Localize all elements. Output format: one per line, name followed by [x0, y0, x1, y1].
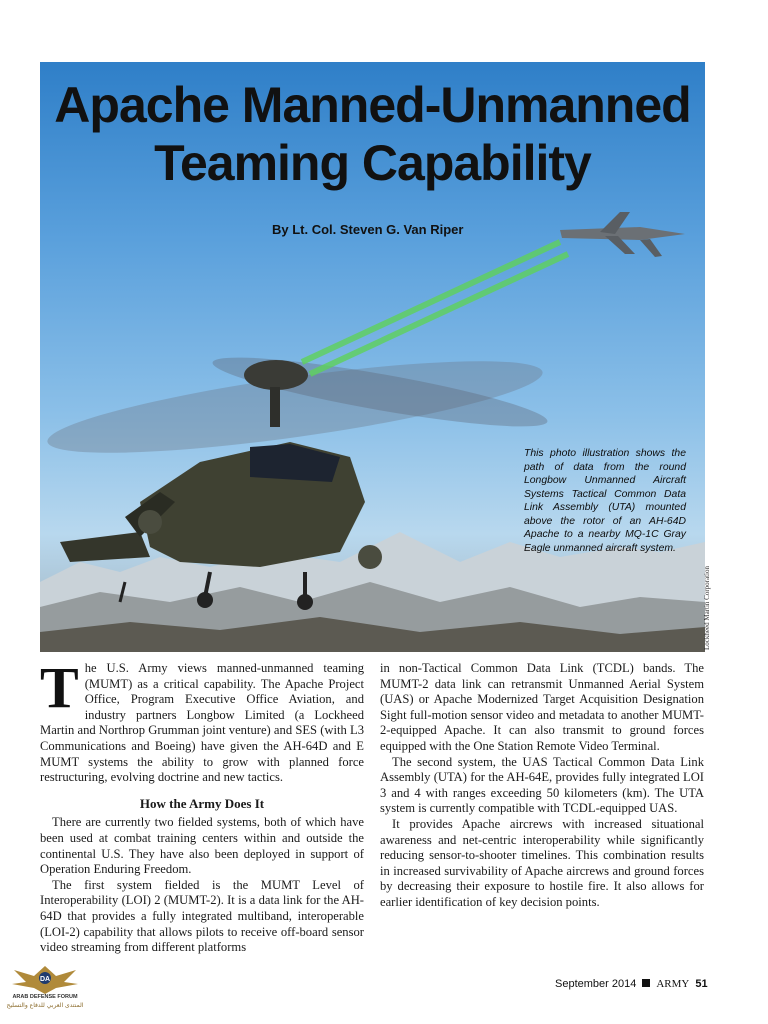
square-bullet-icon — [642, 979, 650, 987]
watermark-name: ARAB DEFENSE FORUM — [12, 994, 78, 1000]
title-line-1: Apache Manned-Unmanned — [54, 77, 691, 133]
intro-text: he U.S. Army views manned-unmanned teaming (MUMT) as a critical capability. The Apache Project Office, Program Executive Office Aviation, and industry partners Longbow Limited (a Lockheed Martin and Northrop Grumman joint venture) and SES (with L3 Communications and Boeing) have given the AH-64D and E MUMT systems the ability to grow with planned force restructuring, evolving doctrine and new tactics. — [40, 661, 364, 785]
drop-cap: T — [40, 655, 79, 720]
section-heading: How the Army Does It — [139, 795, 265, 811]
hero-photo — [40, 62, 705, 652]
intro-paragraph — [40, 655, 364, 786]
magazine-name: ARMY — [656, 978, 690, 990]
paragraph-2: The first system fielded is the MUMT Level of Interoperability (LOI) 2 (MUMT-2). It is a data link for the AH-64D that provides a fully integrated multiband, interoperable (LOI-2) capability that allows pilots to receive off-board sensor video streaming from different platforms — [40, 877, 364, 955]
logo-mark: DA — [39, 976, 51, 983]
byline: By Lt. Col. Steven G. Van Riper — [272, 222, 464, 237]
eagle-emblem-icon — [4, 960, 86, 996]
paragraph-1: There are currently two fielded systems, both of which have been used at combat training centers within and outside the continental U.S. They have also been deployed in support of Operation Enduring Freedom. — [40, 815, 364, 877]
page-number: 51 — [695, 978, 708, 990]
watermark-arabic: المنتدى العربي للدفاع والتسليح — [6, 1002, 84, 1009]
gray-eagle-uav — [560, 212, 685, 257]
body-column-left — [40, 655, 364, 956]
paragraph-5: It provides Apache aircrews with increased situational awareness and net-centric interoperability while significantly reducing sensor-to-shooter timelines. This combination results in increased survivability of Apache aircrews and ground forces by decreasing their exposure to hostile fire. It also allows for earlier identification of key decision points. — [380, 816, 704, 909]
issue-date: September 2014 — [555, 978, 637, 990]
page-footer — [555, 978, 708, 990]
title-line-2: Teaming Capability — [154, 135, 591, 191]
article-title — [40, 76, 705, 192]
photo-caption: This photo illustration shows the path of data from the round Longbow Unmanned Aircraft Systems Tactical Common Data Link Assembly (UTA) mounted above the rotor of an AH-64D Apache to a nearby MQ-1C Gray Eagle unmanned aircraft system. — [524, 448, 686, 554]
photo-credit-text: Lockheed Martin Corporation — [703, 566, 711, 650]
body-column-right — [380, 661, 704, 911]
paragraph-4: The second system, the UAS Tactical Common Data Link Assembly (UTA) for the AH-64E, provides fully integrated LOI 3 and 4 with ranges exceeding 50 kilometers (km). The UTA system is currently compatible with TCDL-equipped UAS. — [380, 754, 704, 816]
photo-credit — [703, 550, 717, 650]
forum-watermark-logo — [4, 960, 86, 1022]
paragraph-3: in non-Tactical Common Data Link (TCDL) bands. The MUMT-2 data link can retransmit Unmanned Aerial System (UAS) or Apache Modernized Target Acquisition Designation Sight full-motion sensor video and metadata to another MUMT-2-equipped Apache. It can also transmit to ground forces equipped with the One Station Remote Video Terminal. — [380, 661, 704, 753]
